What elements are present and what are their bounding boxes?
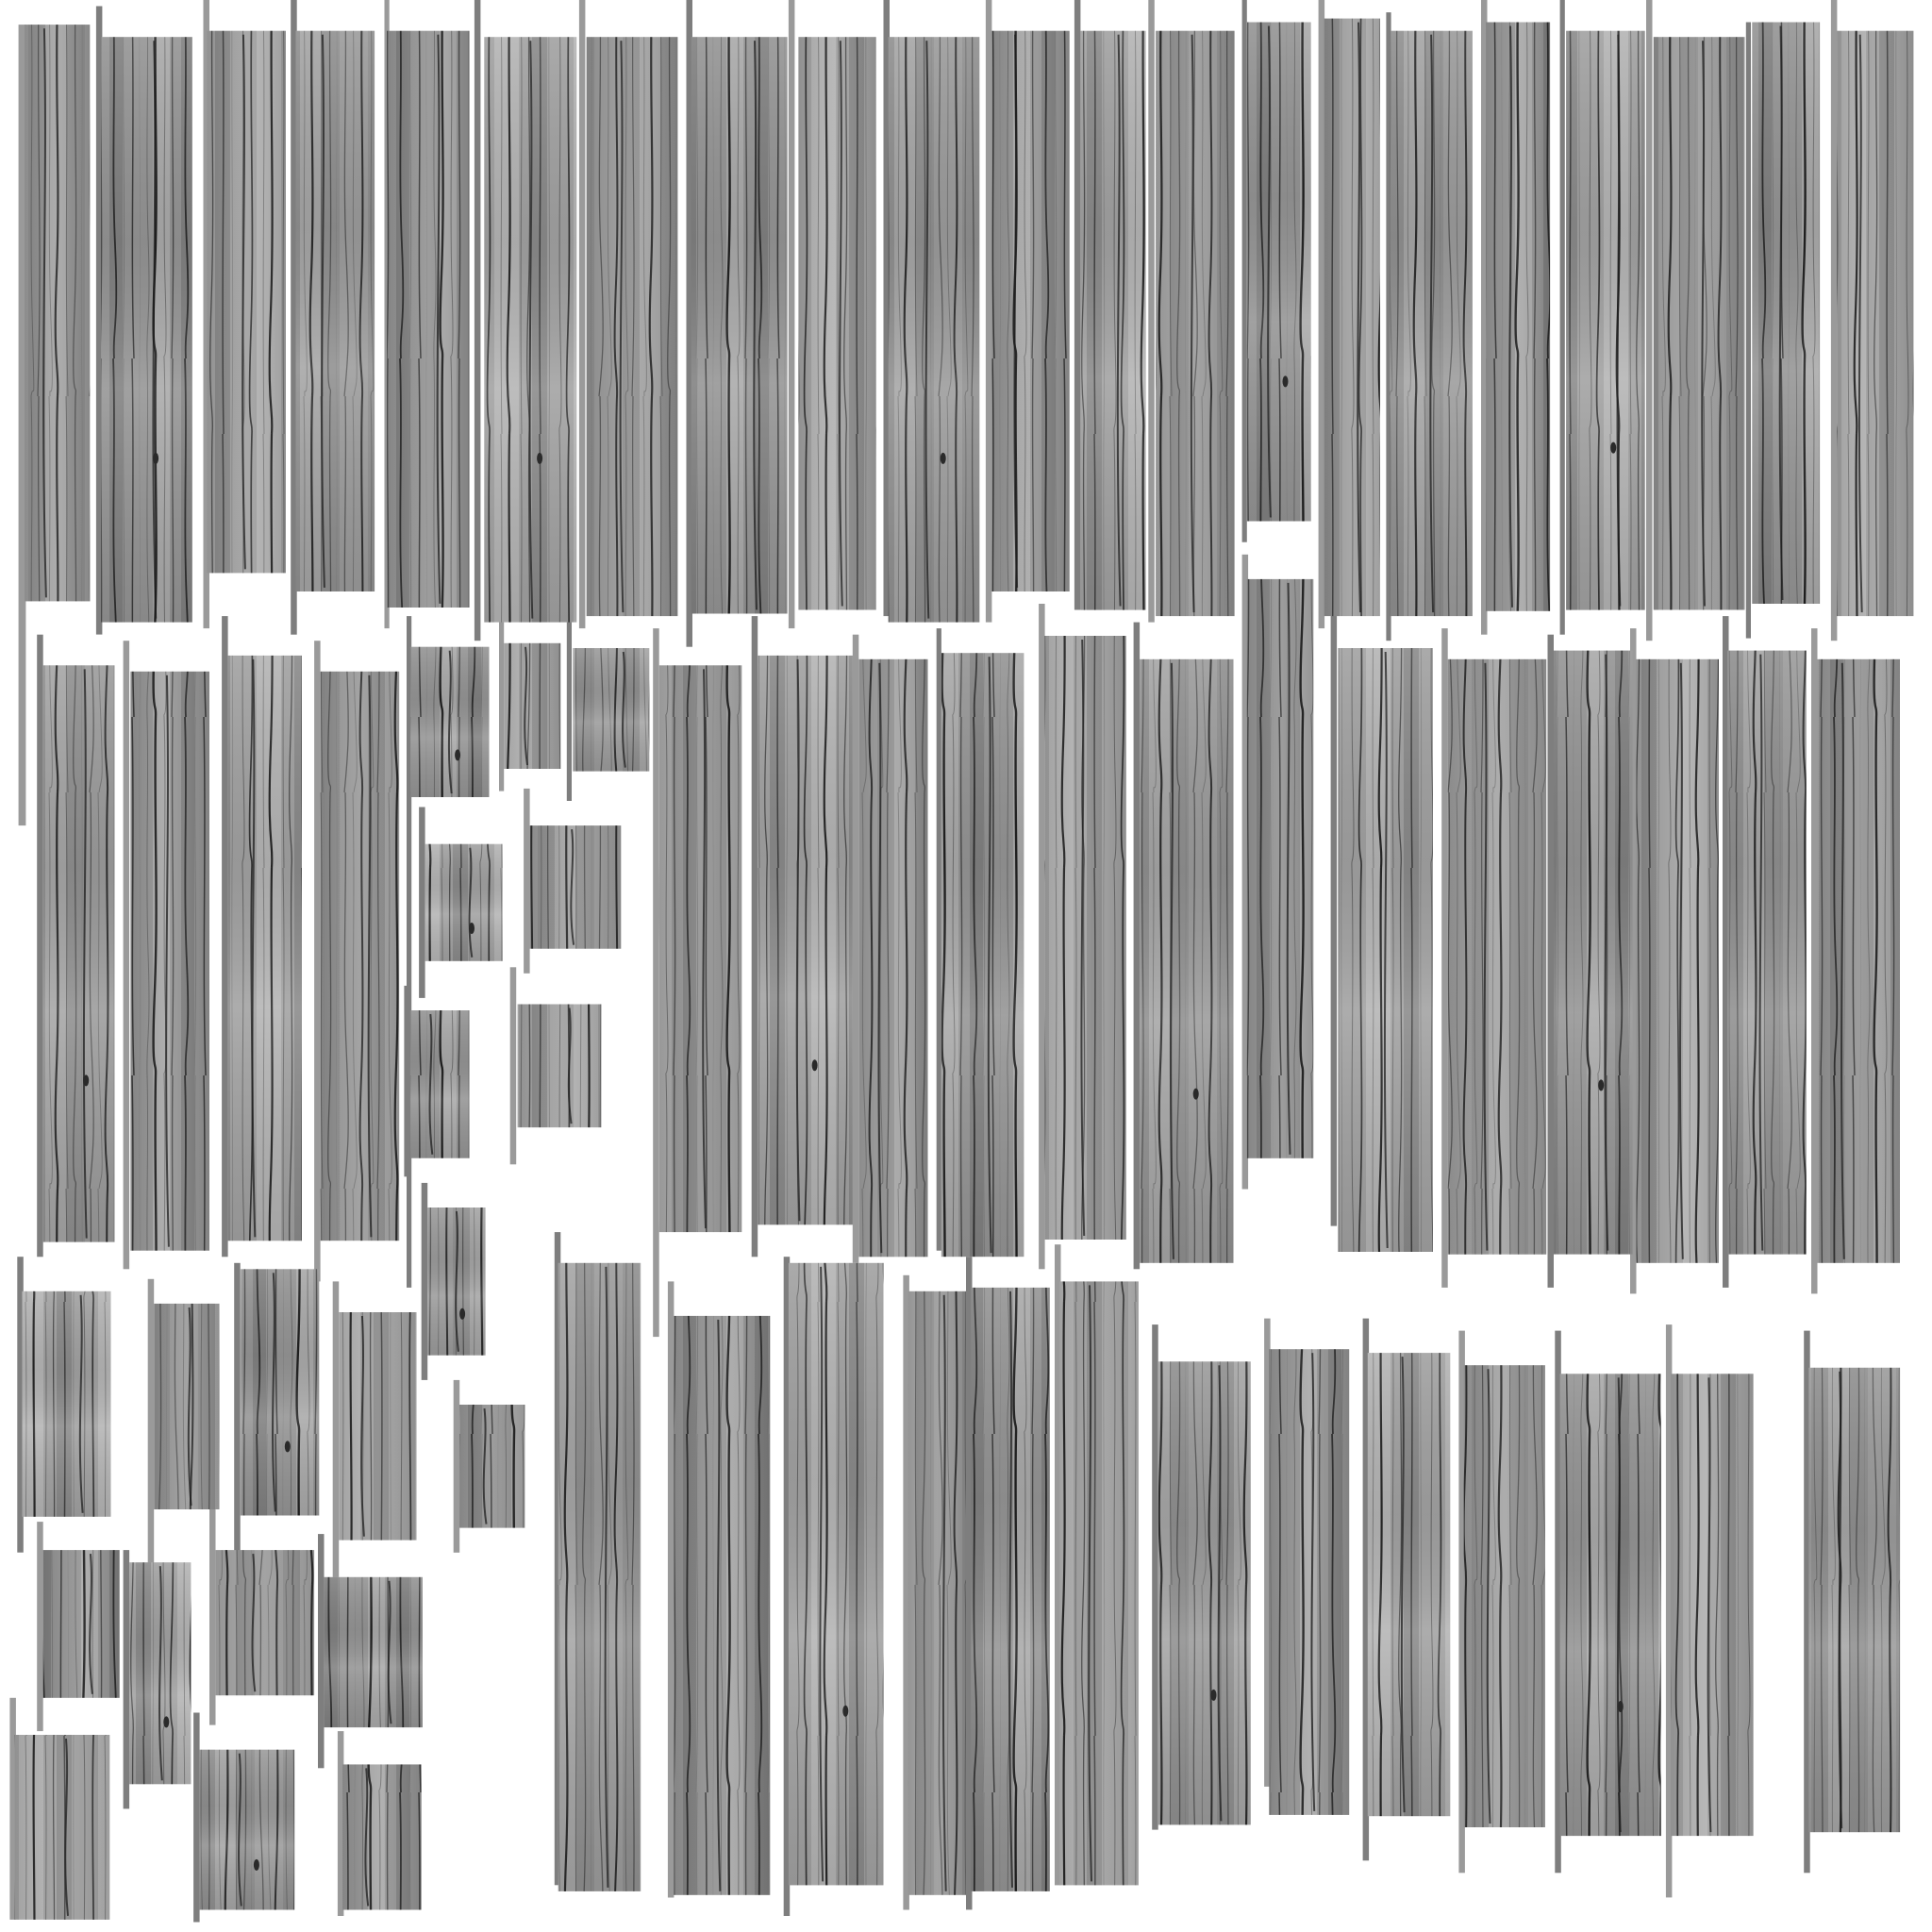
plank-edge-strip [499, 616, 504, 791]
wood-plank [530, 825, 622, 949]
plank-edge-strip [234, 1263, 241, 1553]
knot-mark [163, 1716, 169, 1727]
plank-layer [9, 0, 1913, 1923]
wood-plank [758, 656, 853, 1224]
wood-plank [1247, 579, 1314, 1158]
wood-plank [1486, 23, 1550, 611]
plank-edge-strip [37, 635, 43, 1257]
knot-mark [941, 453, 946, 464]
plank-edge-strip [789, 0, 795, 628]
plank-edge-strip [1548, 635, 1555, 1288]
plank-edge-strip [422, 1183, 428, 1380]
wood-plank [908, 1291, 966, 1895]
wood-plank [410, 1010, 470, 1158]
wood-plank [941, 653, 1024, 1257]
wood-plank [971, 1288, 1050, 1891]
wood-plank [674, 1316, 770, 1895]
wood-plank [1156, 31, 1235, 616]
wood-plank [798, 37, 875, 609]
plank-edge-strip [1331, 610, 1338, 1226]
wood-plank [339, 1312, 416, 1541]
wood-plank [325, 1577, 424, 1727]
plank-edge-strip [404, 986, 410, 1176]
plank-edge-strip [1152, 1324, 1158, 1830]
wood-plank [228, 656, 302, 1241]
wood-plank [43, 1550, 120, 1698]
wood-plank [889, 37, 980, 622]
plank-edge-strip [579, 0, 586, 628]
plank-edge-strip [193, 1713, 200, 1923]
wood-plank [587, 37, 678, 616]
plank-edge-strip [1039, 604, 1045, 1269]
knot-mark [459, 1308, 465, 1320]
wood-plank [342, 1764, 422, 1909]
plank-edge-strip [937, 628, 941, 1251]
plank-edge-strip [1831, 0, 1838, 641]
wood-plank [387, 31, 470, 608]
wood-plank [101, 37, 192, 622]
plank-edge-strip [1560, 0, 1565, 635]
knot-mark [1610, 442, 1616, 454]
wood-plank [1140, 659, 1233, 1263]
plank-edge-strip [209, 1509, 216, 1725]
plank-edge-strip [124, 1550, 130, 1808]
plank-edge-strip [1746, 23, 1751, 639]
wood-plank [1671, 1374, 1754, 1836]
wood-plank [154, 1304, 219, 1509]
plank-edge-strip [37, 1522, 43, 1731]
wood-plank [1637, 659, 1720, 1263]
wood-plank [1448, 659, 1547, 1255]
plank-edge-strip [1074, 0, 1081, 610]
wood-plank [296, 31, 375, 591]
plank-edge-strip [148, 1279, 155, 1575]
plank-edge-strip [653, 628, 659, 1337]
wood-plank [1464, 1365, 1545, 1827]
wood-plank [23, 1291, 111, 1517]
wood-plank [1059, 1281, 1139, 1885]
wood-plank [1727, 651, 1807, 1255]
plank-edge-strip [1148, 0, 1155, 623]
wood-plank [1338, 648, 1433, 1252]
wood-plank [425, 844, 503, 961]
wood-plank [1554, 651, 1633, 1255]
wood-plank [129, 1562, 191, 1784]
plank-edge-strip [314, 641, 321, 1281]
knot-mark [1618, 1701, 1624, 1712]
wood-plank [200, 1750, 295, 1910]
plank-edge-strip [222, 616, 228, 1257]
wood-plank [518, 1005, 602, 1128]
wood-plank [1269, 1349, 1349, 1815]
wood-plank [1045, 636, 1126, 1240]
knot-mark [1283, 375, 1289, 387]
wood-plank [789, 1263, 884, 1886]
plank-edge-strip [752, 616, 758, 1257]
plank-edge-strip [1134, 623, 1141, 1270]
wood-plank [858, 659, 927, 1257]
wood-plank [43, 665, 115, 1241]
wood-plank [1324, 19, 1380, 617]
plank-edge-strip [986, 0, 992, 623]
wood-plank [15, 1735, 110, 1920]
plank-edge-strip [1646, 0, 1653, 641]
knot-mark [537, 453, 542, 464]
wood-plank [1654, 37, 1745, 609]
wood-plank [1808, 1368, 1900, 1832]
wood-plank [1560, 1374, 1661, 1836]
wood-plank [1837, 31, 1913, 616]
knot-mark [83, 1074, 89, 1086]
knot-mark [469, 923, 475, 934]
wood-plank [25, 25, 90, 601]
wood-plank [484, 37, 576, 622]
wood-plank [691, 37, 788, 613]
knot-mark [1211, 1690, 1217, 1701]
wood-plank [573, 648, 649, 772]
plank-edge-strip [318, 1534, 325, 1768]
knot-mark [254, 1859, 259, 1871]
wood-plank [1158, 1361, 1251, 1824]
wood-plank [504, 643, 560, 769]
knot-mark [1598, 1079, 1604, 1091]
plank-edge-strip [333, 1281, 340, 1577]
wood-plank [1368, 1353, 1451, 1816]
wood-plank [1566, 31, 1645, 610]
plank-edge-strip [475, 0, 481, 641]
wood-plank [1818, 659, 1901, 1263]
knot-mark [153, 453, 158, 464]
plank-edge-strip [419, 808, 425, 998]
wood-plank [130, 672, 209, 1251]
knot-mark [812, 1059, 818, 1071]
knot-mark [285, 1441, 291, 1452]
plank-edge-strip [668, 1281, 675, 1897]
plank-edge-strip [567, 616, 572, 801]
plank-edge-strip [1811, 628, 1818, 1293]
wood-plank [558, 1263, 641, 1891]
wood-plank [459, 1405, 525, 1528]
plank-edge-strip [524, 789, 530, 974]
plank-edge-strip [124, 641, 130, 1269]
wood-plank [659, 665, 742, 1232]
wood-plank [241, 1269, 320, 1515]
plank-edge-strip [454, 1380, 460, 1553]
wood-plank [1390, 31, 1473, 616]
knot-mark [455, 749, 460, 760]
wood-plank [991, 31, 1069, 591]
plank-edge-strip [1441, 628, 1448, 1288]
wood-plank [1081, 31, 1146, 610]
wood-plank [1247, 23, 1311, 522]
wood-plank [427, 1208, 485, 1356]
wood-plank [1752, 23, 1820, 605]
wood-plank [207, 31, 286, 574]
knot-mark [842, 1706, 848, 1717]
wood-plank [216, 1550, 315, 1695]
knot-mark [1193, 1089, 1199, 1100]
wood-plank [410, 647, 490, 797]
plank-edge-strip [1242, 0, 1247, 542]
plank-edge-strip [853, 635, 859, 1263]
plank-edge-strip [510, 967, 517, 1164]
wood-plank [321, 672, 400, 1241]
